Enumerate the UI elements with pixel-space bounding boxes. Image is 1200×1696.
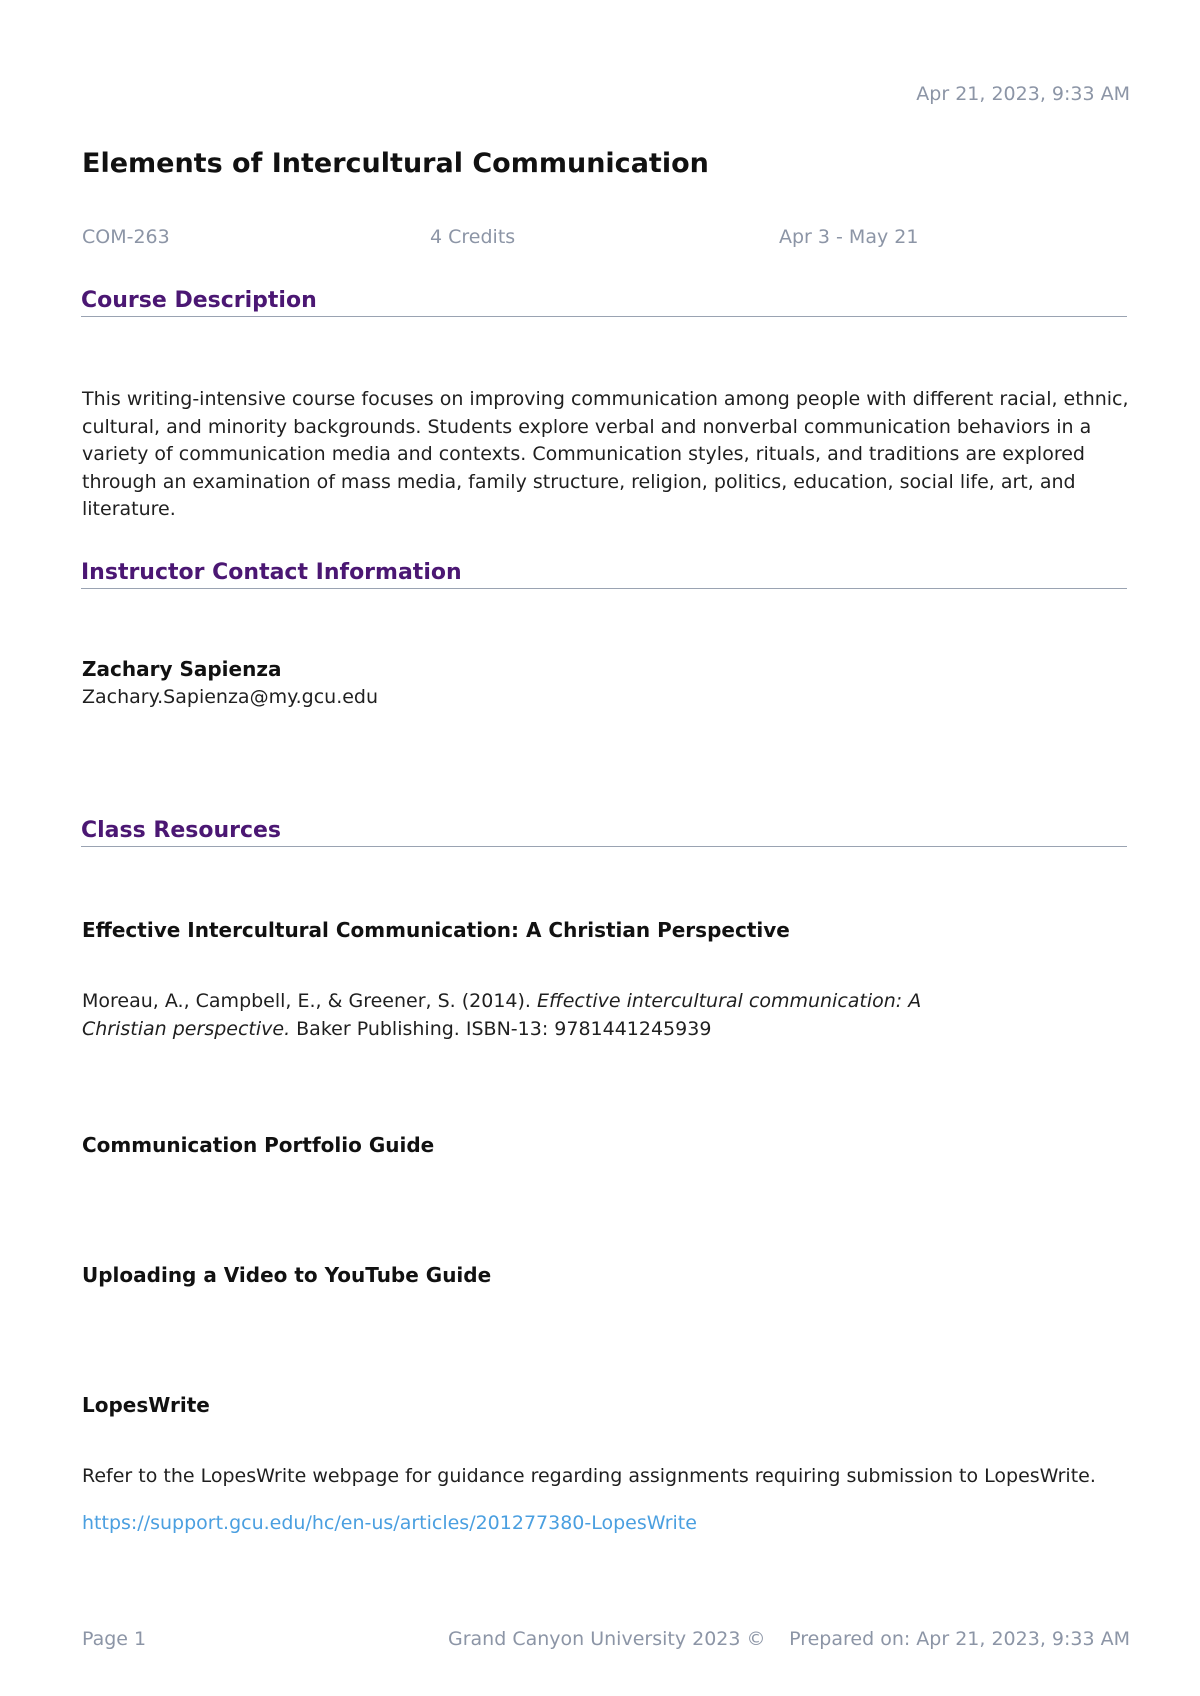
footer-prepared-date: Prepared on: Apr 21, 2023, 9:33 AM: [789, 1628, 1130, 1650]
section-course-description: [81, 288, 1127, 317]
lopeswrite-text: Refer to the LopesWrite webpage for guidance regarding assignments requiring submission to LopesWrite.: [82, 1465, 1096, 1487]
instructor-name: Zachary Sapienza: [82, 657, 282, 681]
section-instructor-contact: [81, 560, 1127, 589]
citation-authors: Moreau, A., Campbell, E., & Greener, S. (2014).: [82, 990, 538, 1012]
section-heading: Course Description: [81, 288, 317, 313]
course-credits: 4 Credits: [430, 226, 516, 248]
textbook-title: Effective Intercultural Communication: A Christian Perspective: [82, 918, 790, 942]
course-description-text: This writing-intensive course focuses on improving communication among people with different racial, ethnic, cultural, and minority backgrounds. Students explore verbal and nonverbal communication behaviors in a variety of communication media and contexts. Communication styles, rituals, and traditions are explored through an examination of mass media, family structure, religion, politics, education, social life, art, and literature.: [82, 388, 1129, 520]
textbook-citation: [82, 988, 982, 1043]
print-timestamp: Apr 21, 2023, 9:33 AM: [916, 83, 1130, 105]
citation-publisher: Baker Publishing. ISBN-13: 9781441245939: [290, 1017, 712, 1040]
course-title: Elements of Intercultural Communication: [82, 148, 709, 179]
section-class-resources: [81, 818, 1127, 847]
course-code: COM-263: [82, 226, 170, 248]
instructor-email: Zachary.Sapienza@my.gcu.edu: [82, 686, 379, 708]
footer-copyright: Grand Canyon University 2023 ©: [448, 1628, 766, 1650]
portfolio-guide-title: Communication Portfolio Guide: [82, 1133, 435, 1157]
youtube-guide-title: Uploading a Video to YouTube Guide: [82, 1263, 492, 1287]
section-heading: Class Resources: [81, 818, 282, 843]
section-heading: Instructor Contact Information: [81, 560, 462, 585]
lopeswrite-title: LopesWrite: [82, 1393, 210, 1417]
course-dates: Apr 3 - May 21: [779, 226, 919, 248]
lopeswrite-link[interactable]: https://support.gcu.edu/hc/en-us/articles/201277380-LopesWrite: [82, 1512, 697, 1534]
citation-title: Effective intercultural communication: A Christian perspective.: [82, 990, 922, 1040]
footer-page-number: Page 1: [82, 1628, 147, 1650]
